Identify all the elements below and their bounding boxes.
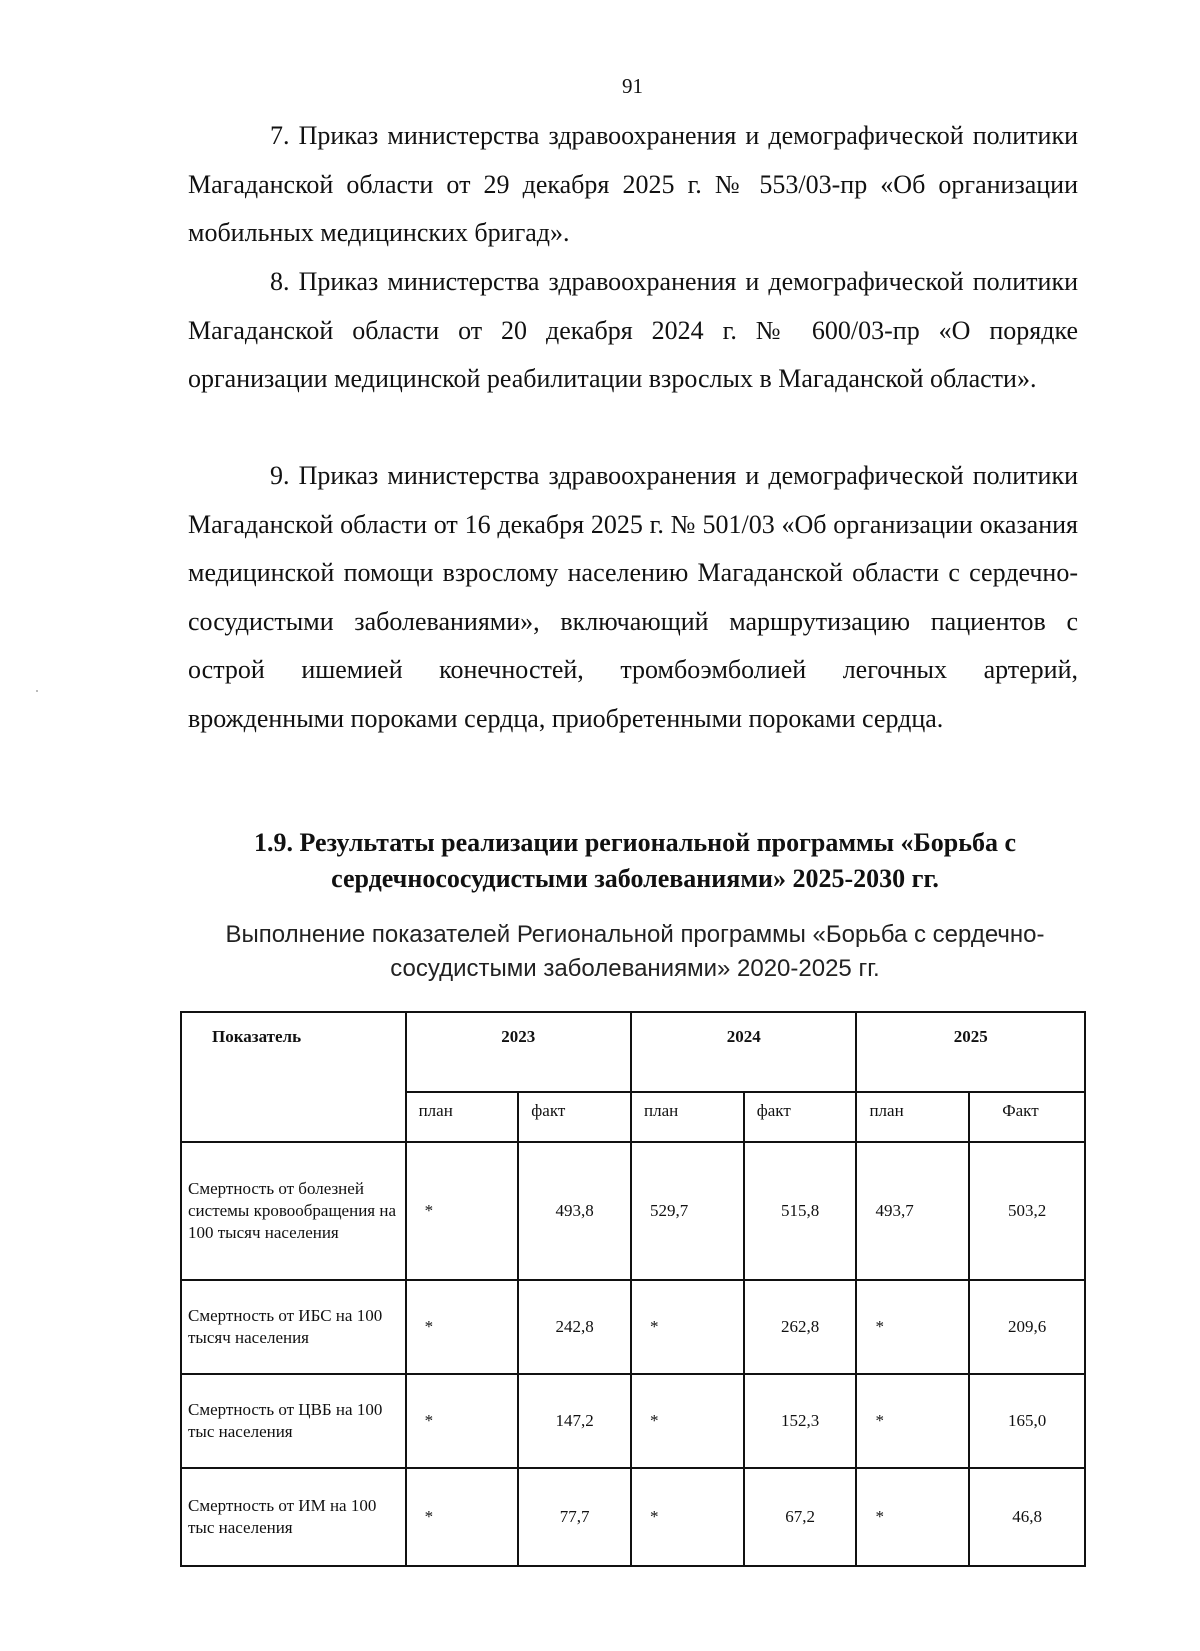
table-row xyxy=(181,1374,1085,1468)
cell-plan-2025: 493,7 xyxy=(856,1142,969,1280)
cell-fact-2025: 503,2 xyxy=(969,1142,1085,1280)
page-number: 91 xyxy=(622,74,643,98)
subheader-plan-2023: план xyxy=(406,1092,519,1142)
row-label: Смертность от ИБС на 100 тысяч населения xyxy=(181,1280,406,1374)
subheader-fact-2024: факт xyxy=(744,1092,857,1142)
paragraph-item-9 xyxy=(188,452,1078,743)
cell-plan-2023: * xyxy=(406,1280,519,1374)
paragraph-item-7-text: 7. Приказ министерства здравоохранения и демографической политики Магаданской области от 29 декабря 2025 г. № 553/03-пр «Об организации мобильных медицинских бригад». xyxy=(188,121,1078,247)
cell-plan-2025: * xyxy=(856,1374,969,1468)
row-label: Смертность от ИМ на 100 тыс населения xyxy=(181,1468,406,1566)
cell-fact-2024: 262,8 xyxy=(744,1280,857,1374)
cell-fact-2024: 152,3 xyxy=(744,1374,857,1468)
cell-plan-2023: * xyxy=(406,1142,519,1280)
cell-fact-2024: 515,8 xyxy=(744,1142,857,1280)
cell-fact-2025: 209,6 xyxy=(969,1280,1085,1374)
year-header-2025: 2025 xyxy=(856,1012,1085,1092)
cell-plan-2024: * xyxy=(631,1280,744,1374)
cell-fact-2023: 493,8 xyxy=(518,1142,631,1280)
cell-fact-2023: 242,8 xyxy=(518,1280,631,1374)
subheader-fact-2023: факт xyxy=(518,1092,631,1142)
cell-plan-2024: * xyxy=(631,1468,744,1566)
cell-plan-2023: * xyxy=(406,1374,519,1468)
paragraph-item-9-text: 9. Приказ министерства здравоохранения и демографической политики Магаданской области от 16 декабря 2025 г. № 501/03 «Об организации оказания медицинской помощи взрослому населению Магаданской области с сердечно-сосудистыми заболеваниями», включающий маршрутизацию пациентов с острой ишемией конечностей, тромбоэмболией легочных артерий, врожденными пороками сердца, приобретенными пороками сердца. xyxy=(188,461,1078,733)
paragraph-item-8-text: 8. Приказ министерства здравоохранения и демографической политики Магаданской области от 20 декабря 2024 г. № 600/03-пр «О порядке организации медицинской реабилитации взрослых в Магаданской области». xyxy=(188,267,1078,393)
cell-fact-2023: 147,2 xyxy=(518,1374,631,1468)
subheader-plan-2025: план xyxy=(856,1092,969,1142)
table-row xyxy=(181,1280,1085,1374)
cell-plan-2024: * xyxy=(631,1374,744,1468)
results-table xyxy=(180,1011,1086,1567)
cell-plan-2025: * xyxy=(856,1280,969,1374)
section-title: 1.9. Результаты реализации региональной программы «Борьба с сердечнососудистыми заболеваниями» 2025-2030 гг. xyxy=(253,828,1016,893)
cell-fact-2025: 46,8 xyxy=(969,1468,1085,1566)
scan-speck xyxy=(36,690,38,692)
year-header-2023: 2023 xyxy=(406,1012,631,1092)
paragraph-item-7 xyxy=(188,112,1078,258)
subheader-plan-2024: план xyxy=(631,1092,744,1142)
cell-plan-2023: * xyxy=(406,1468,519,1566)
indicator-column-header: Показатель xyxy=(181,1012,406,1142)
paragraph-item-8 xyxy=(188,258,1078,404)
row-label: Смертность от ЦВБ на 100 тыс населения xyxy=(181,1374,406,1468)
table-caption: Выполнение показателей Региональной программы «Борьба с сердечно-сосудистыми заболеваниями» 2020-2025 гг. xyxy=(225,921,1045,982)
table-row xyxy=(181,1142,1085,1280)
subheader-fact-2025: Факт xyxy=(969,1092,1085,1142)
cell-fact-2024: 67,2 xyxy=(744,1468,857,1566)
row-label: Смертность от болезней системы кровообращения на 100 тысяч населения xyxy=(181,1142,406,1280)
table-row xyxy=(181,1468,1085,1566)
cell-fact-2025: 165,0 xyxy=(969,1374,1085,1468)
cell-plan-2025: * xyxy=(856,1468,969,1566)
year-header-2024: 2024 xyxy=(631,1012,856,1092)
cell-plan-2024: 529,7 xyxy=(631,1142,744,1280)
cell-fact-2023: 77,7 xyxy=(518,1468,631,1566)
table-header-row xyxy=(181,1012,1085,1092)
